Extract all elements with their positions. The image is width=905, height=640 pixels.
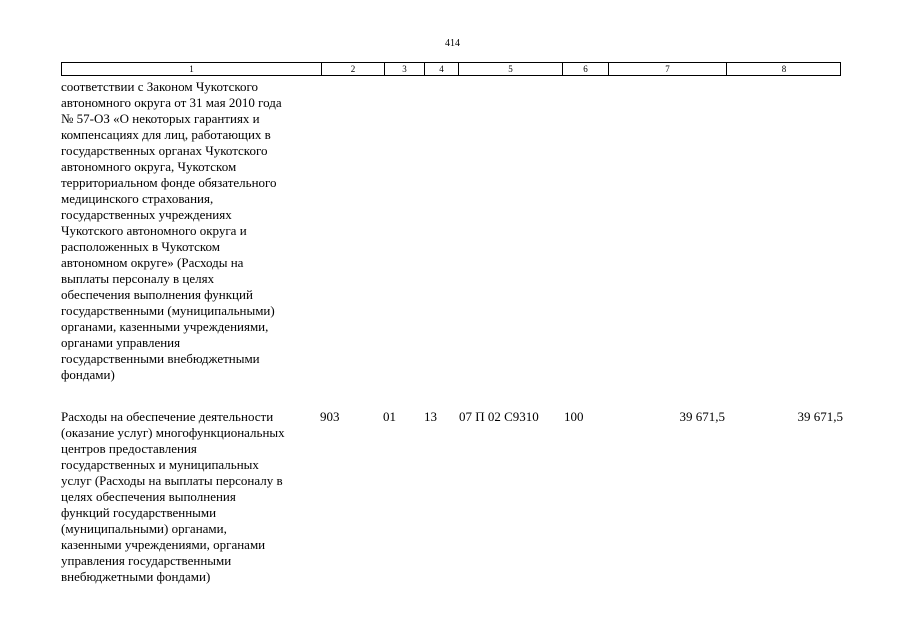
row-2-col-7: 39 671,5 — [679, 409, 725, 424]
row-2-col-2: 903 — [320, 409, 340, 424]
page-number: 414 — [445, 38, 460, 49]
row-2-description: Расходы на обеспечение деятельности (оказание услуг) многофункциональных центров предоставления государственных и муниципальных услуг (Расходы на выплаты персоналу в целях обеспечения выполнения функций государственными (муниципальными) органами, казенными учреждениями, органами управления государственными внебюджетными фондами) — [61, 409, 285, 584]
column-header-8: 8 — [726, 63, 841, 75]
column-header-6: 6 — [562, 63, 608, 75]
row-2-col-5: 07 П 02 С9310 — [459, 409, 539, 424]
row-2-col-6: 100 — [564, 409, 584, 424]
row-2-col-8: 39 671,5 — [797, 409, 843, 424]
row-2-col-4: 13 — [424, 409, 437, 424]
row-2-col-3: 01 — [383, 409, 396, 424]
row-1-description: соответствии с Законом Чукотского автономного округа от 31 мая 2010 года № 57-ОЗ «О некоторых гарантиях и компенсациях для лиц, работающих в государственных органах Чукотского автономного округа, Чукотском территориальном фонде обязательного медицинского страхования, государственных учреждениях Чукотского автономного округа и расположенных в Чукотском автономном округе» (Расходы на выплаты персоналу в целях обеспечения выполнения функций государственными (муниципальными) органами, казенными учреждениями, органами управления государственными внебюджетными фондами) — [61, 79, 282, 382]
column-header-2: 2 — [321, 63, 384, 75]
column-header-3: 3 — [384, 63, 424, 75]
column-header-7: 7 — [608, 63, 726, 75]
column-header-1: 1 — [189, 64, 194, 74]
column-header-5: 5 — [458, 63, 562, 75]
table-header-row — [61, 62, 841, 76]
column-header-4: 4 — [424, 63, 458, 75]
